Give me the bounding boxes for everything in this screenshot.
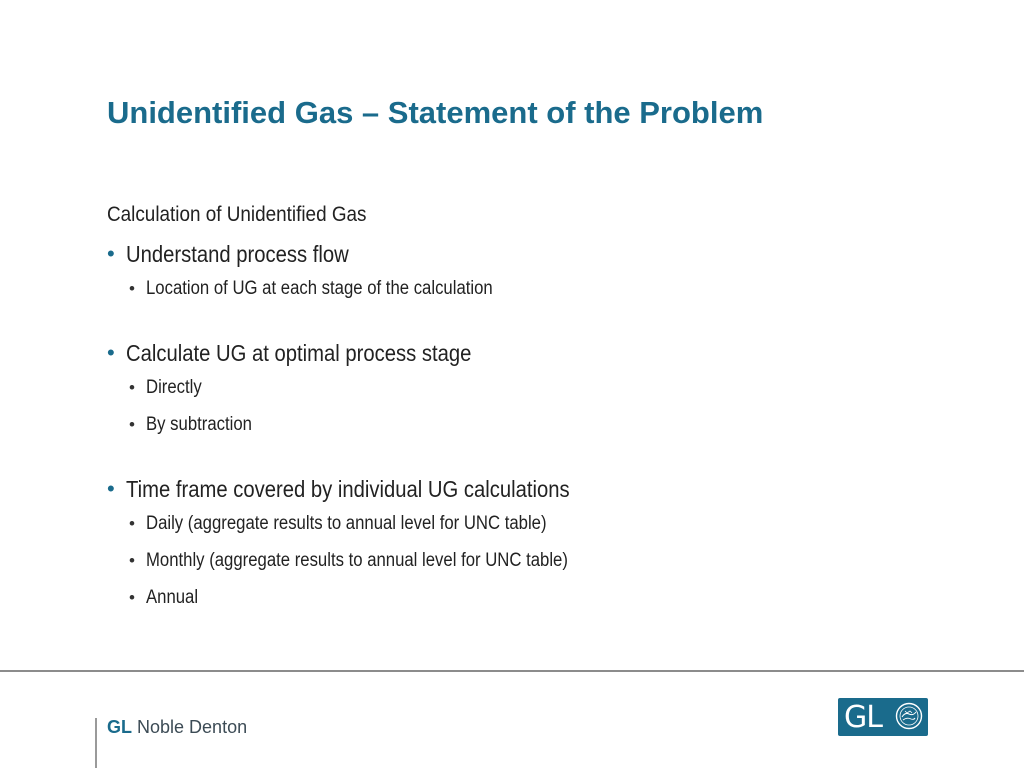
bullet-text: Calculate UG at optimal process stage — [126, 340, 472, 366]
bullet-dot-icon: • — [129, 551, 135, 570]
bullet-level2 — [107, 374, 927, 402]
bullet-text: Annual — [146, 587, 199, 608]
globe-seal-icon — [895, 702, 923, 730]
brand-name: Noble Denton — [137, 717, 248, 737]
bullet-text: Directly — [146, 377, 202, 398]
footer-divider — [0, 670, 1024, 672]
brand-wordmark — [107, 717, 247, 738]
bullet-dot-icon: • — [129, 279, 135, 298]
bullet-dot-icon: • — [129, 588, 135, 607]
intro-text: Calculation of Unidentified Gas — [107, 203, 367, 226]
slide-title: Unidentified Gas – Statement of the Problem — [107, 95, 764, 130]
bullet-text: Daily (aggregate results to annual level for UNC table) — [146, 513, 547, 534]
bullet-text: By subtraction — [146, 414, 252, 435]
bullet-dot-icon: • — [107, 241, 115, 266]
bullet-level1 — [107, 473, 927, 505]
bullet-dot-icon: • — [129, 378, 135, 397]
bullet-level2 — [107, 275, 927, 303]
logo-text: GL — [844, 699, 882, 735]
bullet-dot-icon: • — [129, 415, 135, 434]
bullet-dot-icon: • — [107, 340, 115, 365]
section-optimal-stage — [107, 337, 927, 439]
slide-content — [107, 200, 927, 621]
bullet-level1 — [107, 337, 927, 369]
section-time-frame — [107, 473, 927, 612]
bullet-text: Location of UG at each stage of the calculation — [146, 278, 493, 299]
bullet-dot-icon: • — [129, 514, 135, 533]
bullet-text: Understand process flow — [126, 241, 349, 267]
bullet-level2 — [107, 510, 927, 538]
brand-prefix: GL — [107, 717, 132, 737]
bullet-level2 — [107, 411, 927, 439]
bullet-level1 — [107, 238, 927, 270]
gl-logo — [838, 698, 928, 736]
bullet-dot-icon: • — [107, 476, 115, 501]
footer-vertical-divider — [95, 718, 97, 768]
bullet-text: Time frame covered by individual UG calculations — [126, 476, 570, 502]
bullet-level2 — [107, 547, 927, 575]
bullet-text: Monthly (aggregate results to annual level for UNC table) — [146, 550, 568, 571]
section-process-flow — [107, 238, 927, 303]
bullet-level2 — [107, 584, 927, 612]
